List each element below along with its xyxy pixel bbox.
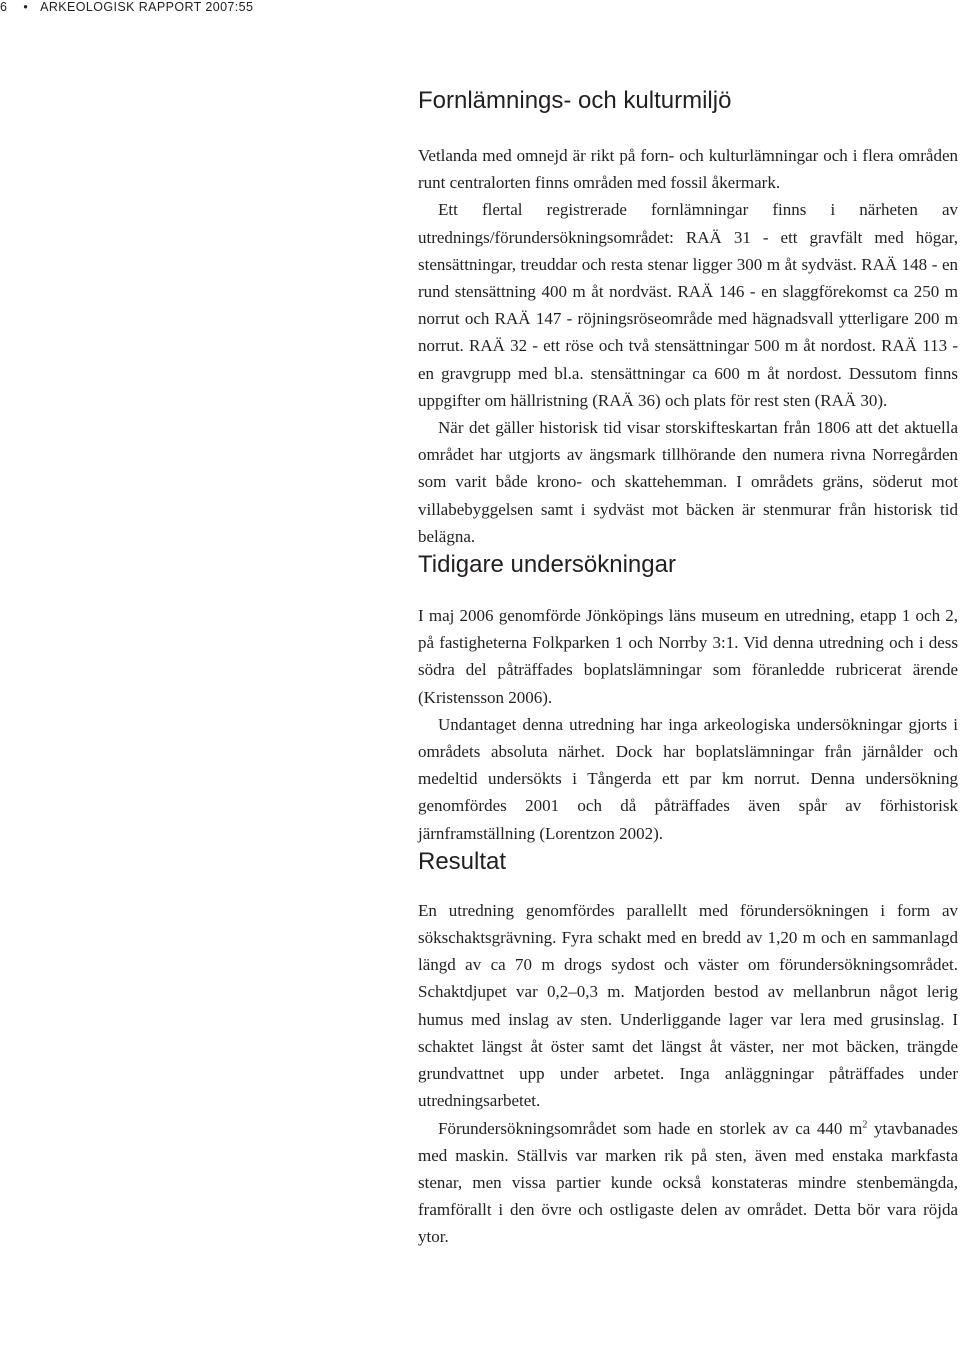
- section-heading: Tidigare undersökningar: [418, 551, 676, 579]
- report-title: ARKEOLOGISK RAPPORT 2007:55: [40, 0, 254, 14]
- page-number: 6: [0, 0, 8, 14]
- paragraph: Vetlanda med omnejd är rikt på forn- och kulturlämningar och i flera områden runt centralorten finns områden med fossil åkermark.: [418, 146, 958, 193]
- paragraph: Undantaget denna utredning har inga arkeologiska undersökningar gjorts i områdets absoluta närhet. Dock har boplatslämningar från järnålder och medeltid undersökts i Tångerda ett par km norrut. Denna undersökning genomfördes 2001 och då påträffades även spår av förhistorisk järnframställning (Lorentzon 2002).: [418, 714, 958, 843]
- paragraph: [418, 1115, 958, 1251]
- page-content: [418, 86, 958, 1251]
- paragraph: I maj 2006 genomförde Jönköpings läns museum en utredning, etapp 1 och 2, på fastigheterna Folkparken 1 och Norrby 3:1. Vid denna utredning och i dess södra del påträffades boplatslämningar som föranledde rubricerat ärende (Kristensson 2006).: [418, 606, 958, 707]
- section-fornlamningsmiljo: [418, 86, 958, 550]
- section-heading: Resultat: [418, 847, 507, 875]
- paragraph-text: ytavbanades med maskin. Ställvis var marken rik på sten, även med enstaka markfasta stenar, men vissa partier kunde också konstateras mindre stenbemängda, framförallt i den övre och ostligaste delen av området. Detta bör vara röjda ytor.: [418, 1118, 959, 1247]
- paragraph: När det gäller historisk tid visar storskifteskartan från 1806 att det aktuella området har utgjorts av ängsmark tillhörande den numera rivna Norregården som varit både krono- och skattehemman. I områdets gräns, söderut mot villabebyggelsen samt i sydväst mot bäcken är stenmurar från historisk tid belägna.: [418, 418, 958, 546]
- paragraph-text: Förundersökningsområdet som hade en storlek av ca 440 m: [438, 1118, 863, 1138]
- header-bullet: •: [23, 0, 29, 14]
- section-resultat: [418, 847, 958, 1251]
- paragraph: En utredning genomfördes parallellt med förundersökningen i form av sökschaktsgrävning. Fyra schakt med en bredd av 1,20 m och en sammanlagd längd av ca 70 m drogs sydost och väster om förundersökningsområdet. Schaktdjupet var 0,2–0,3 m. Matjorden bestod av mellanbrun något lerig humus med inslag av sten. Underliggande lager var lera med grusinslag. I schaktet längst åt öster samt det längst åt väster, ner mot bäcken, trängde grundvattnet upp under arbetet. Inga anläggningar påträffades under utredningsarbetet.: [418, 900, 958, 1111]
- section-tidigare-undersokningar: [418, 550, 958, 847]
- superscript-two: 2: [862, 1118, 868, 1130]
- section-heading: Fornlämnings- och kulturmiljö: [418, 87, 732, 114]
- paragraph: Ett flertal registrerade fornlämningar finns i närheten av utrednings/förundersökningsområdet: RAÄ 31 - ett gravfält med högar, stensättningar, treuddar och resta stenar ligger 300 m åt sydväst. RAÄ 148 - en rund stensättning 400 m åt nordväst. RAÄ 146 - en slaggförekomst ca 250 m norrut och RAÄ 147 - röjningsröseområde med hägnadsvall ytterligare 200 m norrut. RAÄ 32 - ett röse och två stensättningar 500 m åt nordost. RAÄ 113 - en gravgrupp med bl.a. stensättningar ca 600 m åt nordost. Dessutom finns uppgifter om hällristning (RAÄ 36) och plats för rest sten (RAÄ 30).: [418, 200, 958, 410]
- running-header: [0, 0, 253, 14]
